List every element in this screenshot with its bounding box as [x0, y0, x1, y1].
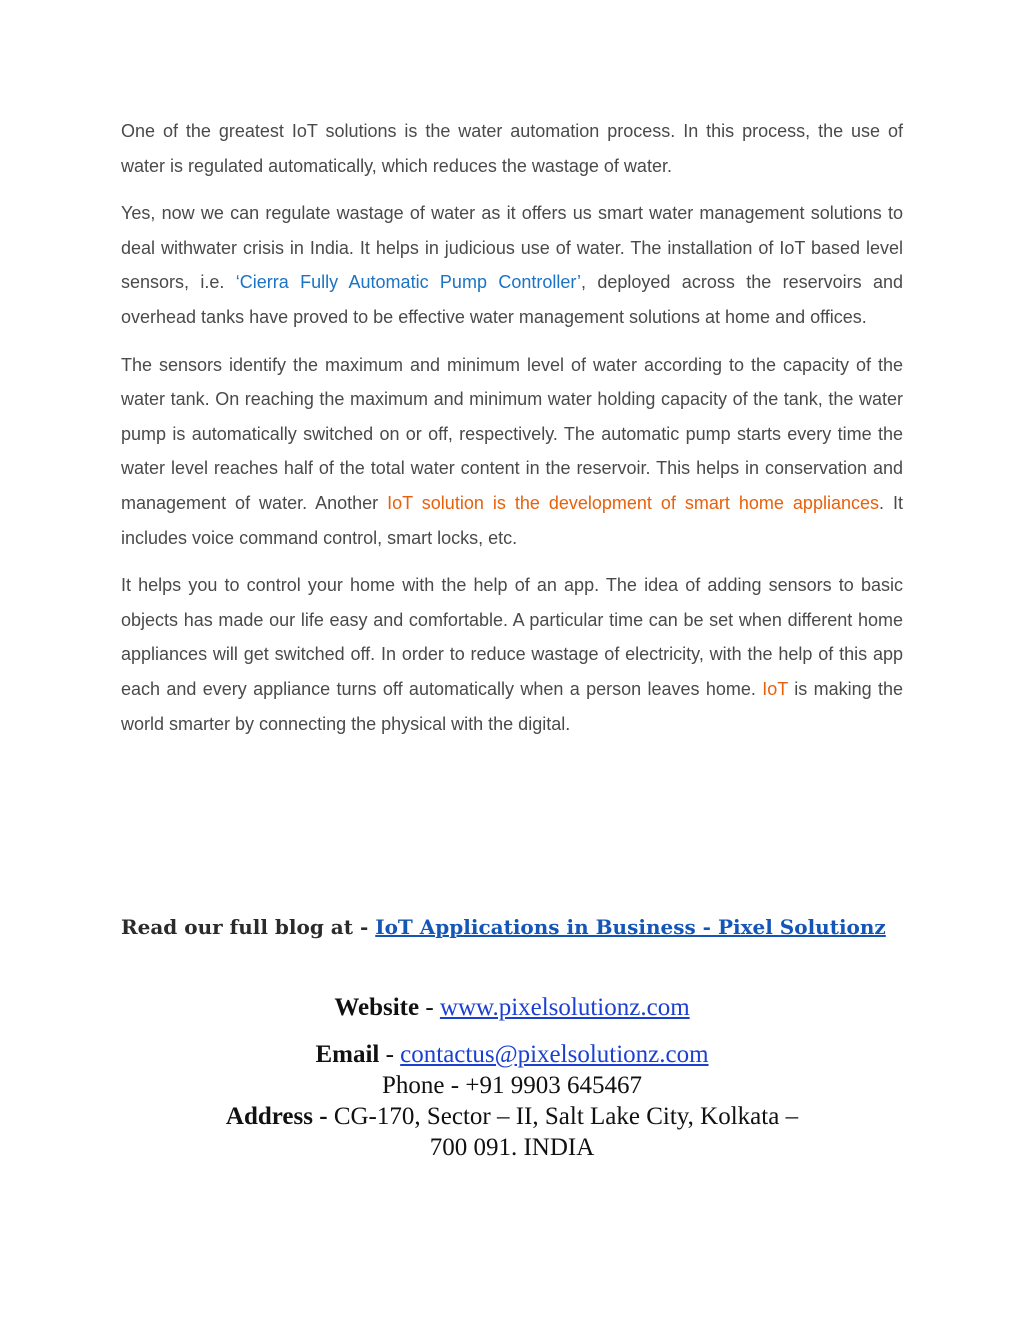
article-body	[121, 114, 903, 754]
address-label: Address -	[225, 1103, 334, 1130]
paragraph-4	[121, 568, 903, 741]
phone-text: Phone - +91 9903 645467	[382, 1072, 642, 1099]
address-text-2: 700 091. INDIA	[429, 1134, 595, 1161]
paragraph-2-text-a: Yes, now we can regulate wastage of water as it offers us smart water management solutions to deal withwater crisis in India. It helps in judicious use of water. The installation of IoT based level sensors, i.e.	[121, 203, 903, 293]
blog-prefix: Read our full blog at -	[121, 915, 376, 939]
address-text-1: CG-170, Sector – II, Salt Lake City, Kolkata –	[333, 1103, 799, 1130]
address-line-1	[121, 1101, 903, 1132]
address-line-2	[121, 1132, 903, 1163]
email-label: Email	[315, 1041, 380, 1068]
paragraph-2-text-b: , deployed across the reservoirs and overhead tanks have proved to be effective water management solutions at home and offices.	[121, 272, 903, 327]
website-separator: -	[419, 994, 440, 1021]
phone-line	[121, 1070, 903, 1101]
paragraph-2	[121, 196, 903, 334]
read-blog-line	[121, 915, 886, 939]
email-link[interactable]: contactus@pixelsolutionz.com	[400, 1041, 709, 1068]
paragraph-4-text-b: is making the world smarter by connecting the physical with the digital.	[121, 678, 903, 734]
pump-controller-link[interactable]: ‘Cierra Fully Automatic Pump Controller’	[235, 272, 582, 293]
paragraph-1-text: One of the greatest IoT solutions is the water automation process. In this process, the use of water is regulated automatically, which reduces the wastage of water.	[121, 121, 903, 176]
email-separator: -	[379, 1041, 401, 1068]
blog-link[interactable]: IoT Applications in Business - Pixel Solutionz	[375, 915, 886, 939]
paragraph-3-text-a: The sensors identify the maximum and minimum level of water according to the capacity of the water tank. On reaching the maximum and minimum water holding capacity of the tank, the water pump is automatically switched on or off, respectively. The automatic pump starts every time the water level reaches half of the total water content in the reservoir. This helps in conservation and management of water. Another	[121, 354, 903, 513]
paragraph-3-text-b: . It includes voice command control, smart locks, etc.	[121, 492, 903, 548]
iot-link[interactable]: IoT	[762, 678, 788, 699]
email-line	[121, 1039, 903, 1070]
paragraph-3	[121, 348, 903, 556]
website-label: Website	[334, 994, 420, 1021]
website-line	[121, 992, 903, 1023]
paragraph-4-text-a: It helps you to control your home with the help of an app. The idea of adding sensors to basic objects has made our life easy and comfortable. A particular time can be set when different home appliances will get switched off. In order to reduce wastage of electricity, with the help of this app each and every appliance turns off automatically when a person leaves home.	[121, 575, 903, 699]
website-link[interactable]: www.pixelsolutionz.com	[439, 994, 690, 1021]
smart-home-appliances-link[interactable]: IoT solution is the development of smart home appliances	[387, 492, 879, 513]
paragraph-1	[121, 114, 903, 183]
